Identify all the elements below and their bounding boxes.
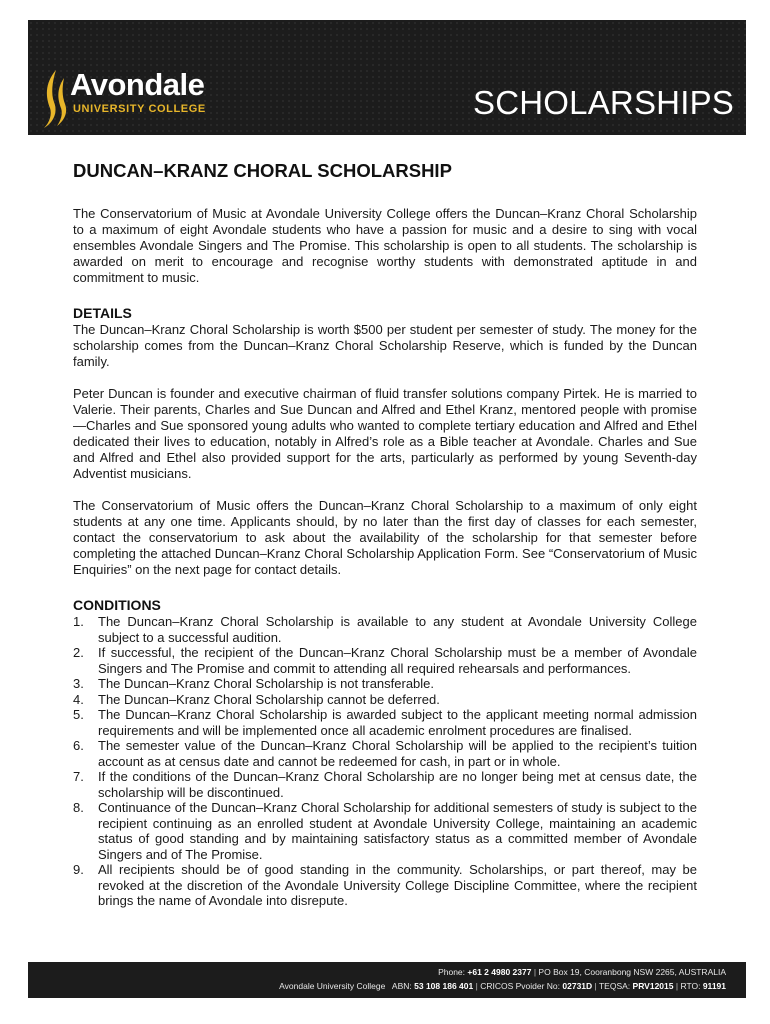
abn-number: 53 108 186 401 — [414, 981, 474, 991]
org-name: Avondale University College — [279, 981, 386, 991]
condition-number: 9. — [73, 862, 84, 877]
conditions-list — [73, 614, 697, 909]
separator: | — [594, 981, 597, 991]
condition-number: 4. — [73, 691, 84, 707]
condition-item — [73, 614, 697, 645]
condition-item — [73, 676, 697, 692]
details-heading: DETAILS — [73, 305, 132, 321]
teqsa-label: TEQSA: — [598, 981, 633, 991]
condition-text: The Duncan–Kranz Choral Scholarship cannot be deferred. — [98, 691, 440, 707]
page-footer — [28, 962, 746, 998]
condition-text: The Duncan–Kranz Choral Scholarship is available to any student at Avondale University College subject to a successful audition. — [98, 614, 697, 645]
separator: | — [533, 967, 537, 977]
condition-text: If the conditions of the Duncan–Kranz Choral Scholarship are no longer being met at census date, the scholarship will be discontinued. — [98, 769, 697, 800]
conditions-heading: CONDITIONS — [73, 597, 161, 613]
page-title: DUNCAN–KRANZ CHORAL SCHOLARSHIP — [73, 160, 452, 181]
condition-item — [73, 707, 697, 738]
condition-number: 6. — [73, 738, 84, 753]
condition-number: 5. — [73, 707, 84, 722]
footer-registration-line — [279, 981, 726, 992]
condition-number: 3. — [73, 676, 84, 691]
condition-item — [73, 645, 697, 676]
condition-text: All recipients should be of good standing in the community. Scholarships, or part thereof, may be revoked at the discretion of the Avondale University College Discipline Committee, where the recipient brings the name of Avondale into disrepute. — [98, 862, 697, 908]
condition-item — [73, 769, 697, 800]
condition-number: 8. — [73, 800, 84, 815]
separator: | — [675, 981, 679, 991]
condition-item — [73, 738, 697, 769]
document-body — [73, 160, 697, 909]
condition-text: Continuance of the Duncan–Kranz Choral Scholarship for additional semesters of study is subject to the recipient continuing as an enrolled student at Avondale University College, maintaining an academic status of good standing and by maintaining satisfactory status as a committed member of Avondale Singers and of The Promise. — [98, 800, 697, 862]
condition-number: 2. — [73, 645, 84, 660]
teqsa-number: PRV12015 — [632, 981, 674, 991]
cricos-label: CRICOS Pvoider No: — [480, 981, 563, 991]
footer-contact-line — [438, 967, 726, 978]
rto-label: RTO: — [680, 981, 703, 991]
condition-item — [73, 862, 697, 909]
abn-label: ABN: — [391, 981, 415, 991]
rto-number: 91191 — [702, 981, 726, 991]
condition-text: The Duncan–Kranz Choral Scholarship is not transferable. — [98, 676, 435, 691]
separator: | — [475, 981, 478, 991]
logo-name: Avondale — [70, 67, 205, 102]
condition-item — [73, 800, 697, 862]
intro-paragraph: The Conservatorium of Music at Avondale University College offers the Duncan–Kranz Choral Scholarship to a maximum of eight Avondale students who have a passion for music and a desire to sing with vocal ensembles Avondale Singers and The Promise. This scholarship is open to all students. The scholarship is awarded on merit to encourage and recognise worthy students with demonstrated aptitude in and commitment to music. — [73, 206, 697, 285]
phone-label: Phone: — [438, 967, 468, 977]
banner-title: SCHOLARSHIPS — [473, 84, 734, 121]
page-header — [28, 20, 746, 135]
phone-number: +61 2 4980 2377 — [467, 967, 532, 977]
cricos-number: 02731D — [562, 981, 593, 991]
avondale-logo — [40, 68, 240, 128]
condition-number: 1. — [73, 614, 84, 629]
flame-logo-icon — [40, 68, 70, 130]
details-paragraph-3: The Conservatorium of Music offers the Duncan–Kranz Choral Scholarship to a maximum of only eight students at any one time. Applicants should, by no later than the first day of classes for each semester, contact the conservatorium to ask about the availability of the scholarship for that semester before completing the attached Duncan–Kranz Choral Scholarship Application Form. See “Conservatorium of Music Enquiries” on the next page for contact details. — [73, 498, 697, 577]
condition-number: 7. — [73, 769, 84, 784]
condition-text: If successful, the recipient of the Duncan–Kranz Choral Scholarship must be a member of Avondale Singers and The Promise and commit to attending all required rehearsals and performances. — [98, 645, 697, 676]
details-paragraph-1: The Duncan–Kranz Choral Scholarship is worth $500 per student per semester of study. The money for the scholarship comes from the Duncan–Kranz Choral Scholarship Reserve, which is funded by the Duncan family. — [73, 322, 697, 369]
postal-address: PO Box 19, Cooranbong NSW 2265, AUSTRALIA — [538, 967, 726, 977]
condition-text: The Duncan–Kranz Choral Scholarship is awarded subject to the applicant meeting normal admission requirements and will be implemented once all academic enrolment procedures are finalised. — [98, 707, 697, 738]
logo-subtitle: UNIVERSITY COLLEGE — [73, 103, 206, 115]
details-paragraph-2: Peter Duncan is founder and executive chairman of fluid transfer solutions company Pirtek. He is married to Valerie. Their parents, Charles and Sue Duncan and Alfred and Ethel Kranz, mentored people with promise—Charles and Sue sponsored young adults who wanted to complete tertiary education and Alfred and Ethel dedicated their lives to education, notably in Alfred’s role as a Bible teacher at Avondale. Charles and Sue and Alfred and Ethel also provided support for the arts, particularly as performed by young Seventh-day Adventist musicians. — [73, 386, 697, 481]
condition-text: The semester value of the Duncan–Kranz Choral Scholarship will be applied to the recipient’s tuition account as at census date and cannot be redeemed for cash, in part or in whole. — [98, 738, 697, 769]
condition-item — [73, 692, 697, 708]
